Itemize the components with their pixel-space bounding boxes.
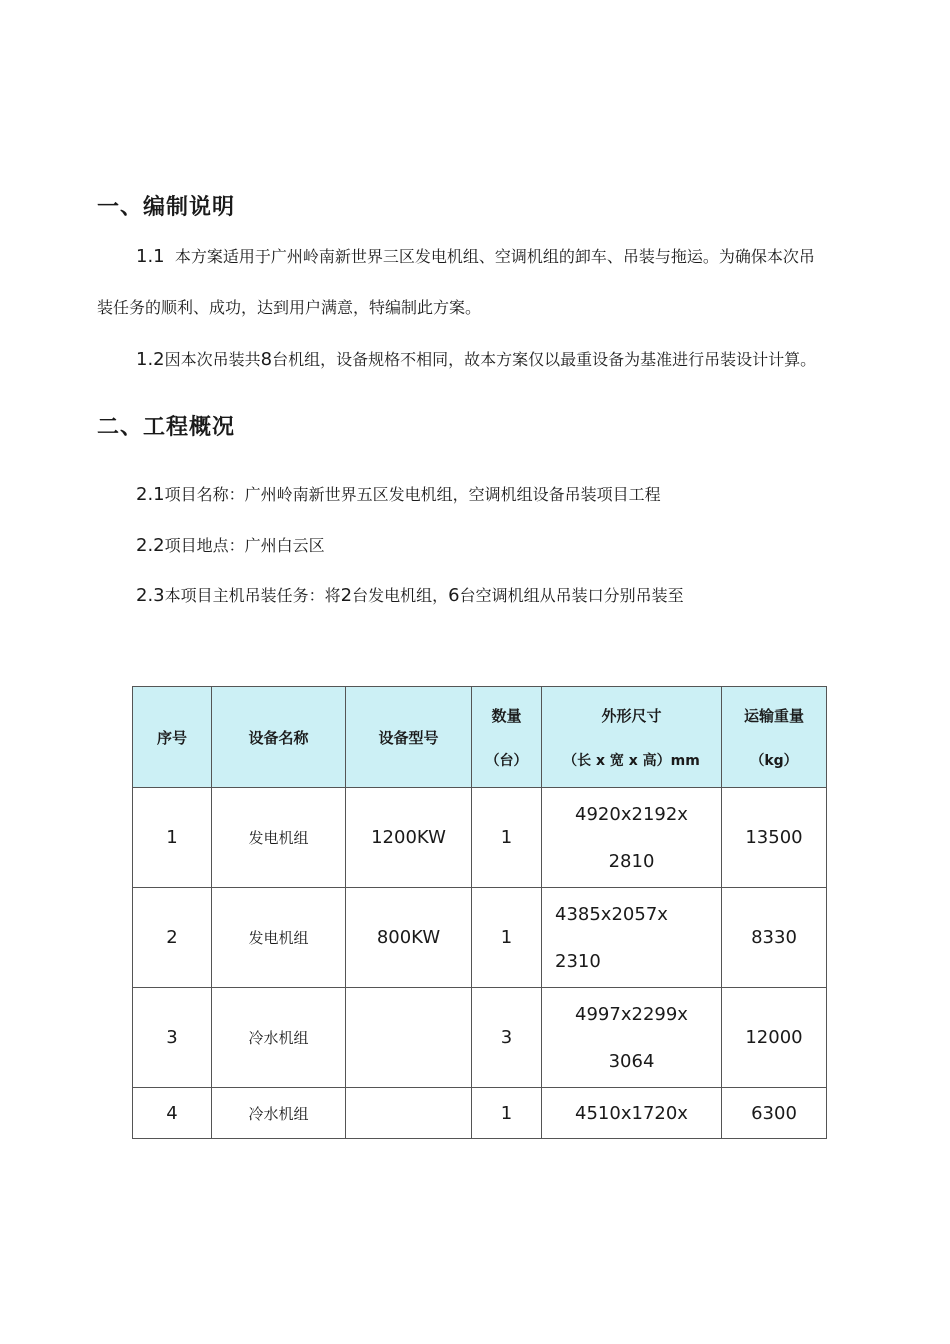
cell-no: 2 [133, 888, 212, 988]
cell-dimensions: 4385x2057x 2310 [542, 888, 722, 988]
para-text: 本方案适用于广州岭南新世界三区发电机组、空调机组的卸车、吊装与拖运。为确保本次吊 [174, 247, 815, 266]
para-number: 2.1 [136, 484, 165, 505]
para-number: 1.2 [136, 349, 165, 370]
table-row [133, 1088, 827, 1139]
para-inline-number: 8 [260, 349, 273, 370]
header-cell-dimensions: 外形尺寸 （长 x 宽 x 高）mm [542, 687, 722, 788]
para-text: 装任务的顺利、成功，达到用户满意，特编制此方案。 [97, 298, 482, 317]
para-number: 2.3 [136, 585, 165, 606]
cell-no: 1 [133, 788, 212, 888]
header-sub: （台） [485, 752, 528, 769]
cell-dimensions: 4920x2192x 2810 [542, 788, 722, 888]
header-cell-name: 设备名称 [212, 687, 346, 788]
header-cell-no: 序号 [133, 687, 212, 788]
paragraph-2-1 [136, 485, 661, 505]
para-text: 台发电机组， [352, 586, 449, 605]
cell-qty: 1 [472, 888, 542, 988]
para-inline-number: 6 [448, 585, 460, 606]
cell-weight: 6300 [722, 1088, 827, 1139]
cell-dimensions: 4997x2299x 3064 [542, 988, 722, 1088]
cell-qty: 1 [472, 1088, 542, 1139]
paragraph-1-2 [136, 350, 816, 370]
para-inline-number: 2 [340, 585, 353, 606]
header-cell-weight: 运输重量 （kg） [722, 687, 827, 788]
header-cell-model: 设备型号 [346, 687, 472, 788]
cell-weight: 8330 [722, 888, 827, 988]
table-row [133, 888, 827, 988]
header-cell-qty: 数量 （台） [472, 687, 542, 788]
para-number: 2.2 [136, 535, 165, 556]
equipment-table [132, 686, 827, 1139]
cell-no: 4 [133, 1088, 212, 1139]
table-header-row [133, 687, 827, 788]
para-number: 1.1 [136, 246, 165, 267]
cell-name: 发电机组 [212, 788, 346, 888]
paragraph-1-1-cont [97, 298, 481, 318]
para-text: 项目地点：广州白云区 [164, 536, 325, 555]
cell-model [346, 988, 472, 1088]
para-text: 因本次吊装共 [164, 350, 261, 369]
cell-model [346, 1088, 472, 1139]
header-sub: （kg） [750, 752, 798, 769]
table-row [133, 788, 827, 888]
cell-name: 冷水机组 [212, 988, 346, 1088]
para-text: 台机组，设备规格不相同，故本方案仅以最重设备为基准进行吊装设计计算。 [272, 350, 817, 369]
table-row [133, 988, 827, 1088]
cell-model: 800KW [346, 888, 472, 988]
section-heading-1: 一、编制说明 [97, 195, 236, 220]
cell-name: 冷水机组 [212, 1088, 346, 1139]
para-text: 台空调机组从吊装口分别吊装至 [459, 586, 684, 605]
paragraph-1-1 [136, 247, 815, 267]
cell-no: 3 [133, 988, 212, 1088]
cell-weight: 13500 [722, 788, 827, 888]
paragraph-2-2 [136, 536, 325, 556]
header-sub: （长 x 宽 x 高）mm [563, 752, 700, 769]
section-heading-2: 二、工程概况 [97, 415, 236, 440]
cell-qty: 3 [472, 988, 542, 1088]
para-text: 项目名称：广州岭南新世界五区发电机组，空调机组设备吊装项目工程 [164, 485, 661, 504]
cell-dimensions: 4510x1720x [542, 1088, 722, 1139]
cell-qty: 1 [472, 788, 542, 888]
cell-weight: 12000 [722, 988, 827, 1088]
cell-model: 1200KW [346, 788, 472, 888]
paragraph-2-3 [136, 586, 684, 606]
para-text: 本项目主机吊装任务：将 [164, 586, 341, 605]
cell-name: 发电机组 [212, 888, 346, 988]
